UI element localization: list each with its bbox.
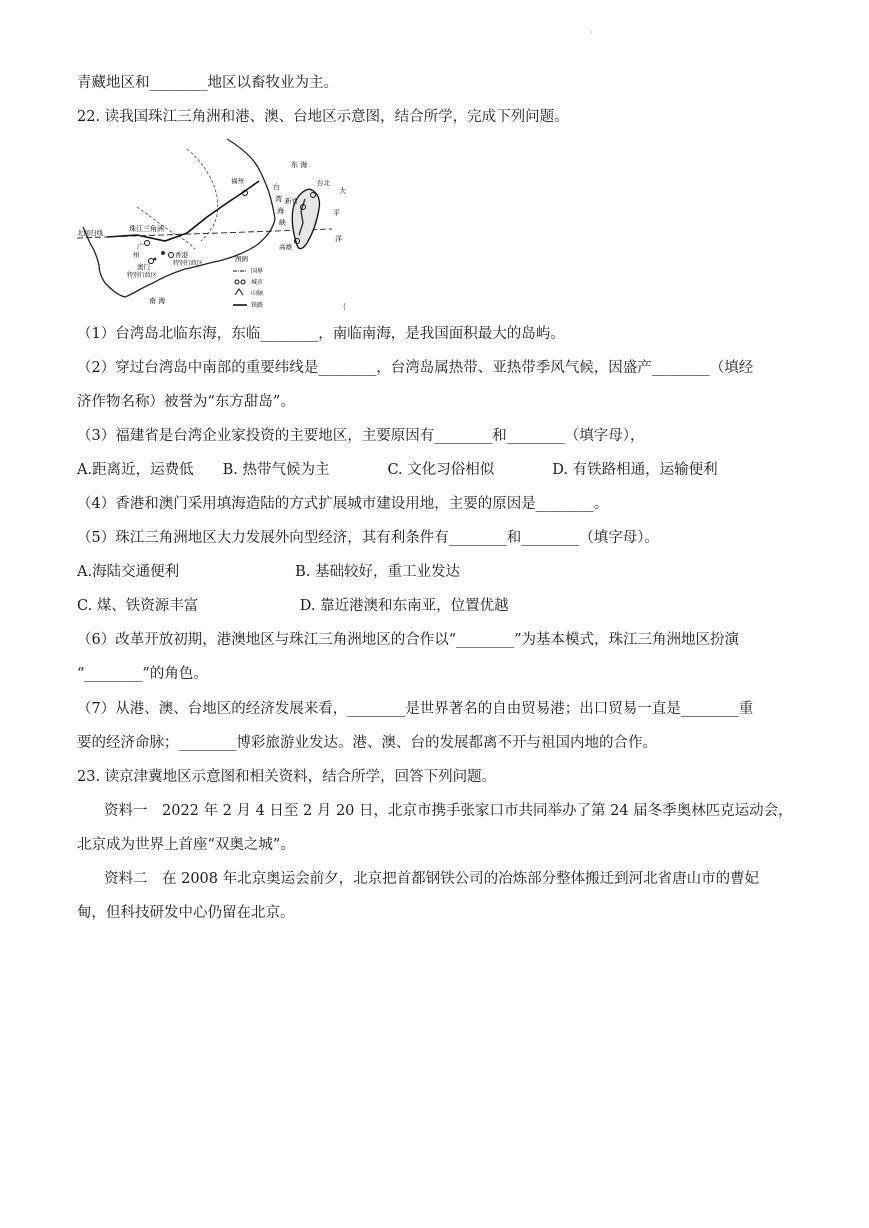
q23-stem: 23. 读京津冀地区示意图和相关资料，结合所学，回答下列问题。: [77, 769, 497, 785]
islet: [154, 258, 157, 261]
q22-4: （4）香港和澳门采用填海造陆的方式扩展城市建设用地，主要的原因是________。: [77, 496, 609, 512]
label-wan: 湾: [275, 195, 282, 203]
q22-1: （1）台湾岛北临东海，东临________，南临南海，是我国面积最大的岛屿。: [77, 326, 565, 342]
label-ping: 平: [333, 209, 340, 217]
legend-mountain-icon: [235, 289, 243, 295]
hongkong-city-icon: [169, 253, 174, 258]
guangzhou-city-icon: [145, 241, 150, 246]
label-da: 大: [339, 187, 346, 195]
inner-boundary: [137, 149, 218, 249]
label-xianggang: 香港: [175, 251, 188, 259]
islet: [161, 251, 165, 255]
label-prd: 珠江三角洲: [129, 225, 164, 233]
label-tai: 台: [273, 183, 280, 191]
legend-border: 国界: [251, 268, 264, 275]
legend-city-swatch: [241, 280, 245, 284]
label-sar-hk: 特别行政区: [173, 260, 204, 267]
q22-5-options-ab: A.海陆交通便利 B. 基础较好，重工业发达: [77, 564, 460, 580]
material-2b: 甸，但科技研发中心仍留在北京。: [77, 905, 295, 921]
q22-2b: 济作物名称）被誉为“东方甜岛”。: [77, 394, 295, 410]
legend-mountain: 山脉: [251, 290, 264, 297]
label-yang: 洋: [335, 235, 342, 243]
legend-rail: 铁路: [251, 302, 264, 309]
legend-city-swatch: [235, 280, 239, 284]
label-xia: 峡: [279, 219, 286, 227]
q22-3: （3）福建省是台湾企业家投资的主要地区，主要原因有________和________（填字母），: [77, 428, 645, 444]
q22-5: （5）珠江三角洲地区大力发展外向型经济，其有利条件有________和________（填字母）。: [77, 530, 659, 546]
label-aomen: 澳门: [137, 263, 150, 271]
label-nan-sea: 南 海: [149, 297, 166, 305]
label-guang: 广: [137, 243, 144, 251]
prd-hk-macau-taiwan-map: [77, 137, 354, 315]
legend-city: 城市: [251, 279, 264, 286]
label-fuzhou: 福州: [231, 177, 244, 185]
label-hai: 海: [277, 207, 284, 215]
q22-7a: （7）从港、澳、台地区的经济发展来看，________是世界著名的自由贸易港；出口贸易一直是________重: [77, 701, 754, 717]
material-2a: 资料二 在 2008 年北京奥运会前夕，北京把首都钢铁公司的冶炼部分整体搬迁到河北省唐山市的曹妃: [104, 871, 760, 887]
q22-2a: （2）穿过台湾岛中南部的重要纬线是________，台湾岛属热带、亚热带季风气候，因盛产________（填经: [77, 360, 754, 376]
q22-6a: （6）改革开放初期，港澳地区与珠江三角洲地区的合作以“________”为基本模式，珠江三角洲地区扮演: [77, 632, 740, 648]
label-zhou: 州: [133, 251, 140, 259]
q22-stem: 22. 读我国珠江三角洲和港、澳、台地区示意图，结合所学，完成下列问题。: [77, 109, 569, 125]
q21-tail: 青藏地区和________地区以畜牧业为主。: [77, 75, 338, 91]
label-taibei: 台北: [317, 179, 330, 187]
label-sar-macau: 特别行政区: [127, 272, 158, 279]
label-east-sea: 东 海: [291, 161, 308, 169]
material-1a: 资料一 2022 年 2 月 4 日至 2 月 20 日，北京市携手张家口市共同举办了第 24 届冬季奥林匹克运动会，: [104, 803, 793, 819]
label-tropic: 北回归线: [77, 229, 103, 237]
q22-5-options-cd: C. 煤、铁资源丰富 D. 靠近港澳和东南亚，位置优越: [77, 598, 509, 614]
material-1b: 北京成为世界上首座“双奥之城”。: [77, 837, 295, 853]
q22-3-options: A.距离近，运费低 B. 热带气候为主 C. 文化习俗相似 D. 有铁路相通，运输便利: [77, 462, 718, 478]
label-xinzhu: 新竹: [285, 197, 298, 205]
q22-7b: 要的经济命脉；________博彩旅游业发达。港、澳、台的发展都离不开与祖国内地的合作。: [77, 735, 657, 751]
map-paren: (: [343, 302, 347, 311]
label-gaoxiong: 高雄: [279, 243, 292, 251]
q22-6b: “________”的角色。: [77, 666, 208, 682]
legend-title: 图例: [235, 255, 248, 263]
header-mark: ·: [590, 28, 593, 37]
mainland-coastline: [83, 139, 275, 297]
